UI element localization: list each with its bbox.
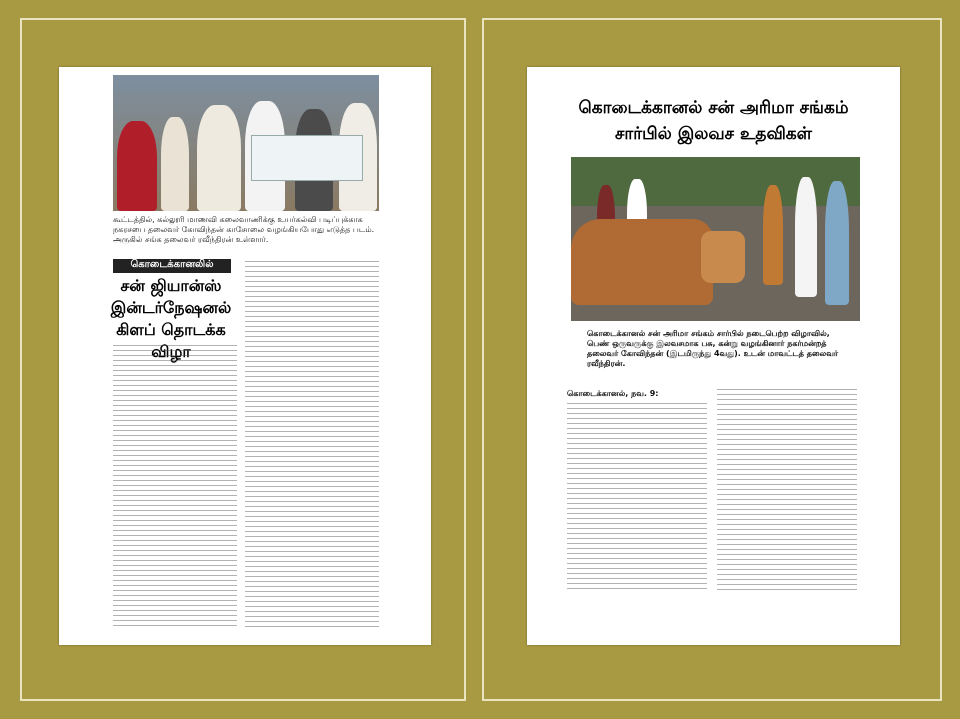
headline: கொடைக்கானல் சன் அரிமா சங்கம் சார்பில் இலவச உதவிகள் bbox=[578, 98, 849, 144]
cow-photo bbox=[571, 157, 860, 321]
right-clipping bbox=[527, 67, 900, 645]
body-column-2 bbox=[717, 389, 857, 593]
cheque-photo bbox=[113, 75, 379, 211]
photo-caption: கூட்டத்தில், கல்லூரி மாணவி கலைவாணிக்கு உயர்கல்வி படிப்புக்காக நகரசபை தலைவர் கோவிந்தன் காசோலை வழங்கியபோது எடுத்த படம். அருகில் சங்க தலைவர் ரவீந்திரன் உள்ளார். bbox=[113, 215, 375, 244]
body-column-1 bbox=[113, 345, 237, 630]
dateline-box: கொடைக்கானலில் bbox=[113, 259, 231, 273]
dateline: கொடைக்கானல், நவ. 9: bbox=[567, 389, 659, 398]
body-column-1 bbox=[567, 403, 707, 593]
photo-caption: கொடைக்கானல் சன் அரிமா சங்கம் சார்பில் நடைபெற்ற விழாவில், பெண் ஒருவருக்கு இலவசமாக பசு, கன்று வழங்கினார் நகர்மன்றத் தலைவர் கோவிந்தன் (இடமிருந்து 4வது). உடன் மாவட்டத் தலைவர் ரவீந்திரன். bbox=[587, 329, 839, 368]
left-clipping bbox=[59, 67, 431, 645]
body-column-2 bbox=[245, 261, 379, 631]
headline: சன் ஜியான்ஸ் இன்டர்நேஷனல் கிளப் தொடக்க விழா bbox=[110, 276, 232, 361]
